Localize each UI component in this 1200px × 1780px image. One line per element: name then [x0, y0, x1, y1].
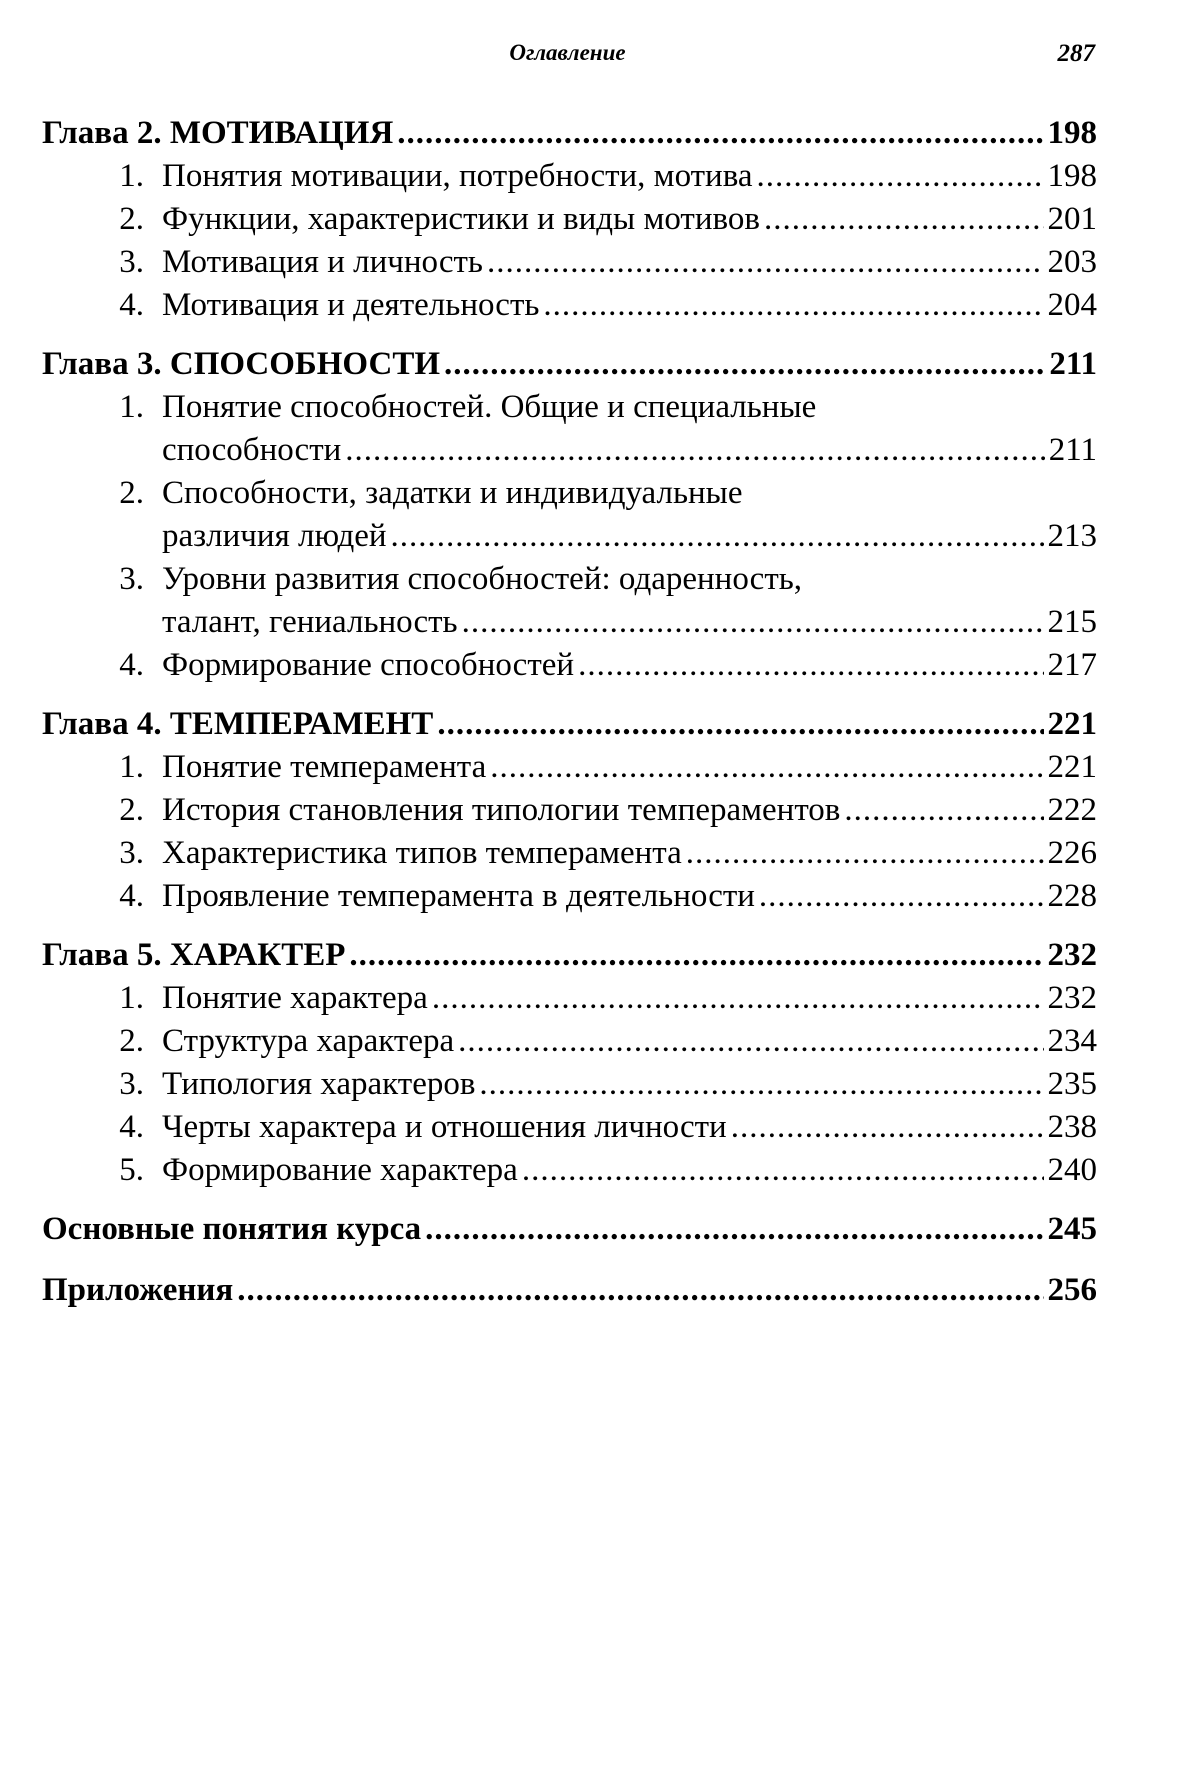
toc-entry-line-2	[42, 601, 1097, 644]
dot-leader	[522, 1149, 1044, 1192]
entry-number: 2.	[119, 475, 144, 511]
chapter-page: 221	[1047, 706, 1097, 742]
entry-number: 2.	[119, 1023, 144, 1059]
entry-number: 3.	[119, 835, 144, 871]
toc-entry[interactable]	[42, 472, 1097, 558]
entry-page: 240	[1047, 1152, 1097, 1188]
toc-entry-line-1	[42, 472, 1097, 515]
dot-leader	[731, 1106, 1044, 1149]
chapter-page: 198	[1047, 115, 1097, 151]
toc-entry-line-1	[42, 386, 1097, 429]
entry-title: Мотивация и личность	[162, 244, 483, 280]
dot-leader	[425, 1208, 1043, 1251]
entry-page: 213	[1047, 518, 1097, 554]
entry-page: 215	[1047, 604, 1097, 640]
toc-entry[interactable]	[42, 746, 1097, 789]
entry-number: 1.	[119, 749, 144, 785]
dot-leader	[543, 284, 1043, 327]
dot-leader	[462, 601, 1044, 644]
entry-page: 198	[1047, 158, 1097, 194]
toc-entry-line-2	[42, 429, 1097, 472]
entry-number: 3.	[119, 561, 144, 597]
entry-page: 203	[1047, 244, 1097, 280]
toc-entry[interactable]	[42, 1020, 1097, 1063]
entry-number: 3.	[119, 244, 144, 280]
toc-entry[interactable]	[42, 386, 1097, 472]
chapter-title: Глава 2. МОТИВАЦИЯ	[42, 115, 394, 151]
chapter-2	[42, 112, 1097, 327]
toc-entry[interactable]	[42, 1063, 1097, 1106]
dot-leader	[487, 241, 1044, 284]
chapter-heading[interactable]	[42, 703, 1097, 746]
toc-entry-line-2	[42, 515, 1097, 558]
entry-page: 232	[1047, 980, 1097, 1016]
chapter-heading[interactable]	[42, 934, 1097, 977]
chapter-heading[interactable]	[42, 112, 1097, 155]
entry-number: 1.	[119, 980, 144, 1016]
dot-leader	[764, 198, 1044, 241]
dot-leader	[237, 1269, 1043, 1312]
entry-number: 1.	[119, 158, 144, 194]
dot-leader	[391, 515, 1044, 558]
toc-entry[interactable]	[42, 558, 1097, 644]
entry-page: 221	[1047, 749, 1097, 785]
table-of-contents	[42, 112, 1097, 1330]
entry-title: Уровни развития способностей: одаренность,	[162, 561, 803, 597]
entry-title-continued: талант, гениальность	[162, 604, 458, 640]
chapter-page: 211	[1049, 346, 1097, 382]
entry-number: 2.	[119, 201, 144, 237]
running-head: Оглавление	[509, 40, 626, 65]
entry-page: 238	[1047, 1109, 1097, 1145]
dot-leader	[578, 644, 1043, 687]
toc-entry[interactable]	[42, 832, 1097, 875]
entry-page: 226	[1047, 835, 1097, 871]
entry-page: 235	[1047, 1066, 1097, 1102]
entry-title: Способности, задатки и индивидуальные	[162, 475, 743, 511]
entry-page: 217	[1047, 647, 1097, 683]
entry-page: 234	[1047, 1023, 1097, 1059]
entry-page: 228	[1047, 878, 1097, 914]
page-number: 287	[1057, 40, 1095, 67]
dot-leader	[490, 746, 1043, 789]
entry-title: Понятие темперамента	[162, 749, 487, 785]
toc-entry[interactable]	[42, 155, 1097, 198]
dot-leader	[686, 832, 1044, 875]
toc-entry[interactable]	[42, 1149, 1097, 1192]
entry-number: 4.	[119, 878, 144, 914]
entry-title: Типология характеров	[162, 1066, 476, 1102]
dot-leader	[397, 112, 1043, 155]
entry-number: 4.	[119, 647, 144, 683]
entry-title: Понятия мотивации, потребности, мотива	[162, 158, 753, 194]
toc-entry[interactable]	[42, 241, 1097, 284]
toc-entry[interactable]	[42, 789, 1097, 832]
chapter-page: 232	[1047, 937, 1097, 973]
dot-leader	[479, 1063, 1043, 1106]
entry-title: Черты характера и отношения личности	[162, 1109, 727, 1145]
entry-title: Формирование способностей	[162, 647, 575, 683]
toc-entry[interactable]	[42, 1106, 1097, 1149]
toc-entry-line-1	[42, 558, 1097, 601]
entry-number: 2.	[119, 792, 144, 828]
entry-title: История становления типологии темпераментов	[162, 792, 841, 828]
entry-title: Мотивация и деятельность	[162, 287, 540, 323]
entry-page: 201	[1047, 201, 1097, 237]
entry-title: Проявление темперамента в деятельности	[162, 878, 755, 914]
entry-title-continued: способности	[162, 432, 342, 468]
page-header	[40, 40, 1095, 74]
dot-leader	[757, 155, 1044, 198]
section-page: 245	[1047, 1211, 1097, 1247]
chapter-3	[42, 343, 1097, 687]
section-title: Основные понятия курса	[42, 1211, 422, 1247]
entry-number: 5.	[119, 1152, 144, 1188]
toc-entry[interactable]	[42, 198, 1097, 241]
entry-title: Функции, характеристики и виды мотивов	[162, 201, 760, 237]
dot-leader	[458, 1020, 1043, 1063]
entry-title: Понятие характера	[162, 980, 428, 1016]
entry-title: Понятие способностей. Общие и специальные	[162, 389, 817, 425]
entry-page: 204	[1047, 287, 1097, 323]
entry-page: 211	[1048, 432, 1097, 468]
entry-title: Структура характера	[162, 1023, 455, 1059]
entry-number: 1.	[119, 389, 144, 425]
dot-leader	[437, 703, 1043, 746]
toc-entry-glossary[interactable]	[42, 1208, 1097, 1251]
dot-leader	[444, 343, 1045, 386]
chapter-title: Глава 3. СПОСОБНОСТИ	[42, 346, 440, 382]
dot-leader	[844, 789, 1043, 832]
entry-title: Формирование характера	[162, 1152, 518, 1188]
section-page: 256	[1047, 1272, 1097, 1308]
dot-leader	[345, 429, 1044, 472]
chapter-title: Глава 5. ХАРАКТЕР	[42, 937, 346, 973]
chapter-4	[42, 703, 1097, 918]
entry-number: 3.	[119, 1066, 144, 1102]
toc-entry[interactable]	[42, 875, 1097, 918]
chapter-title: Глава 4. ТЕМПЕРАМЕНТ	[42, 706, 434, 742]
toc-entry[interactable]	[42, 284, 1097, 327]
toc-entry[interactable]	[42, 977, 1097, 1020]
entry-title-continued: различия людей	[162, 518, 387, 554]
dot-leader	[432, 977, 1044, 1020]
section-title: Приложения	[42, 1272, 234, 1308]
entry-number: 4.	[119, 1109, 144, 1145]
chapter-5	[42, 934, 1097, 1192]
toc-entry[interactable]	[42, 644, 1097, 687]
entry-title: Характеристика типов темперамента	[162, 835, 682, 871]
toc-entry-appendices[interactable]	[42, 1269, 1097, 1312]
dot-leader	[349, 934, 1043, 977]
entry-number: 4.	[119, 287, 144, 323]
dot-leader	[759, 875, 1044, 918]
chapter-heading[interactable]	[42, 343, 1097, 386]
entry-page: 222	[1047, 792, 1097, 828]
